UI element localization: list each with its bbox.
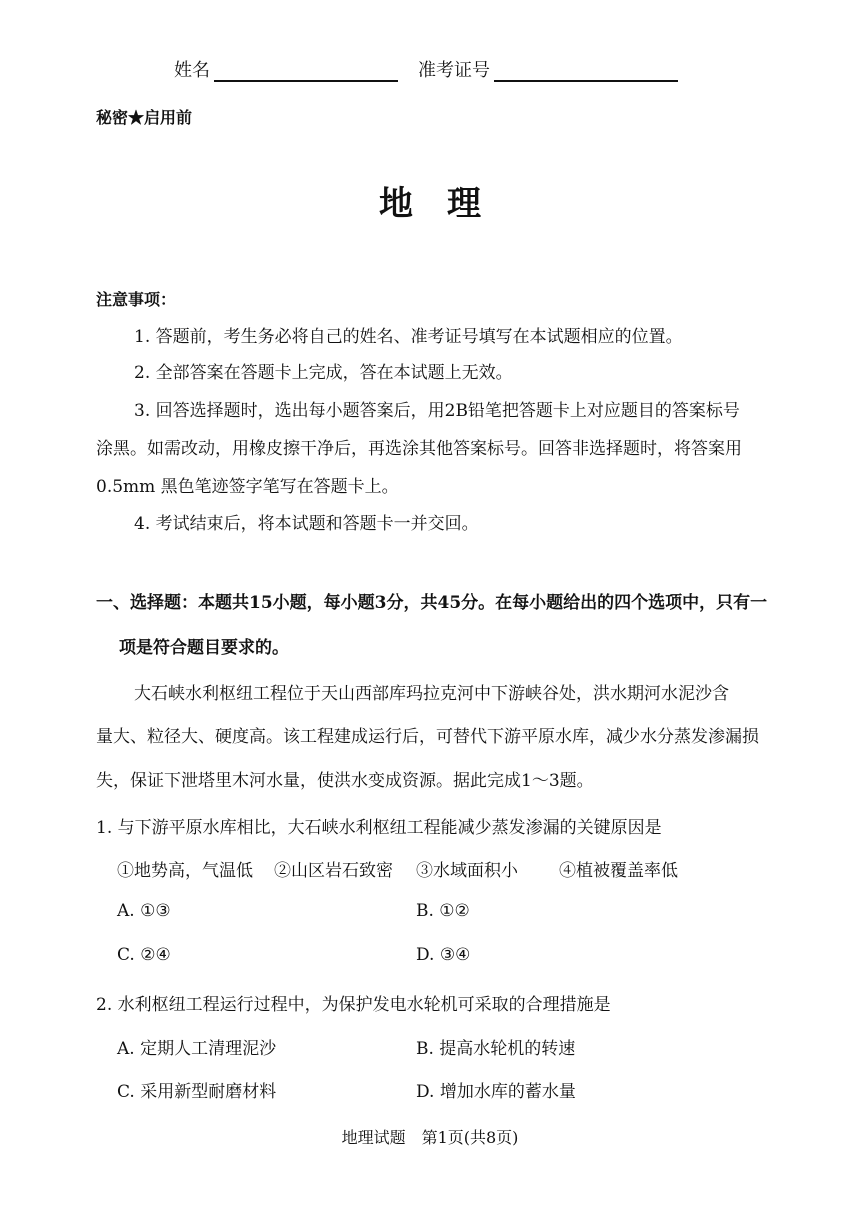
q1-option-c: C. ②④ [117,945,171,965]
section-heading-cont: 项是符合题目要求的。 [119,638,289,658]
q2-option-a: A. 定期人工清理泥沙 [117,1039,277,1059]
passage-line: 失，保证下泄塔里木河水量，使洪水变成资源。据此完成1～3题。 [96,771,594,791]
q1-factor: ④植被覆盖率低 [559,861,678,881]
note-item: 0.5mm 黑色笔迹签字笔写在答题卡上。 [96,477,399,497]
note-item: 4. 考试结束后，将本试题和答题卡一并交回。 [134,514,479,534]
name-label: 姓名 [174,60,210,81]
q1-option-d: D. ③④ [416,945,471,965]
q2-option-b: B. 提高水轮机的转速 [416,1039,576,1059]
note-item: 2. 全部答案在答题卡上完成，答在本试题上无效。 [134,363,513,383]
exam-id-field [418,56,678,82]
q1-factor: ②山区岩石致密 [274,861,393,881]
note-item: 涂黑。如需改动，用橡皮擦干净后，再选涂其他答案标号。回答非选择题时，将答案用 [96,439,742,459]
page-footer: 地理试题 第1页(共8页) [341,1128,519,1147]
name-field [174,56,398,82]
q2-option-c: C. 采用新型耐磨材料 [117,1082,277,1102]
q1-factor: ③水域面积小 [416,861,518,881]
note-item: 3. 回答选择题时，选出每小题答案后，用2B铅笔把答题卡上对应题目的答案标号 [134,401,740,421]
notes-heading: 注意事项： [96,290,177,309]
exam-id-blank [494,58,678,82]
question-2-stem: 2. 水利枢纽工程运行过程中，为保护发电水轮机可采取的合理措施是 [96,995,611,1015]
passage-line: 量大、粒径大、硬度高。该工程建成运行后，可替代下游平原水库，减少水分蒸发渗漏损 [96,727,759,747]
page-title: 地 理 [379,184,481,224]
q1-factor: ①地势高，气温低 [117,861,253,881]
section-heading: 一、选择题：本题共15小题，每小题3分，共45分。在每小题给出的四个选项中，只有一 [96,593,768,613]
q1-option-a: A. ①③ [117,901,171,921]
q1-option-b: B. ①② [416,901,470,921]
exam-id-label: 准考证号 [418,60,490,81]
q2-option-d: D. 增加水库的蓄水量 [416,1082,576,1102]
name-blank [214,58,398,82]
note-item: 1. 答题前，考生务必将自己的姓名、准考证号填写在本试题相应的位置。 [134,327,683,347]
secret-label: 秘密★启用前 [96,108,193,127]
passage-line: 大石峡水利枢纽工程位于天山西部库玛拉克河中下游峡谷处，洪水期河水泥沙含 [134,684,729,704]
question-1-stem: 1. 与下游平原水库相比，大石峡水利枢纽工程能减少蒸发渗漏的关键原因是 [96,818,662,838]
